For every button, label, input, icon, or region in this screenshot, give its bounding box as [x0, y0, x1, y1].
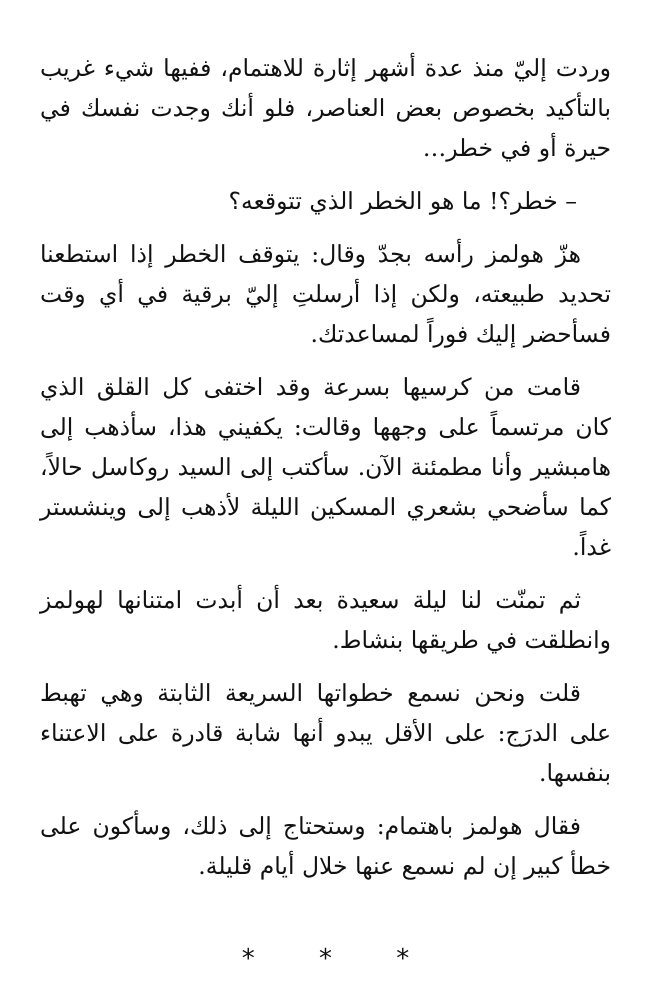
- paragraph-6: قلت ونحن نسمع خطواتها السريعة الثابتة وهي تهبط على الدرَج: على الأقل يبدو أنها شابة قادرة على الاعتناء بنفسها.: [40, 679, 611, 787]
- paragraph-3: هزّ هولمز رأسه بجدّ وقال: يتوقف الخطر إذا استطعنا تحديد طبيعته، ولكن إذا أرسلتِ إليّ برقية في أي وقت فسأحضر إليك فوراً لمساعدتك.: [40, 240, 611, 348]
- section-separator: * * *: [241, 944, 438, 974]
- dialogue-line: – خطر؟! ما هو الخطر الذي تتوقعه؟: [228, 187, 577, 215]
- paragraph-5: ثم تمنّت لنا ليلة سعيدة بعد أن أبدت امتنانها لهولمز وانطلقت في طريقها بنشاط.: [40, 586, 611, 654]
- paragraph-1: وردت إليّ منذ عدة أشهر إثارة للاهتمام، ففيها شيء غريب بالتأكيد بخصوص بعض العناصر، فلو أنك وجدت نفسك في حيرة أو في خطر…: [40, 54, 611, 162]
- paragraph-7: فقال هولمز باهتمام: وستحتاج إلى ذلك، وسأكون على خطأ كبير إن لم نسمع عنها خلال أيام قليلة.: [40, 812, 611, 880]
- paragraph-4: قامت من كرسيها بسرعة وقد اختفى كل القلق الذي كان مرتسماً على وجهها وقالت: يكفيني هذا، سأذهب إلى هامبشير وأنا مطمئنة الآن. سأكتب إلى السيد روكاسل حالاً، كما سأضحي بشعري المسكين الليلة لأذهب إلى وينشستر غداً.: [40, 373, 611, 561]
